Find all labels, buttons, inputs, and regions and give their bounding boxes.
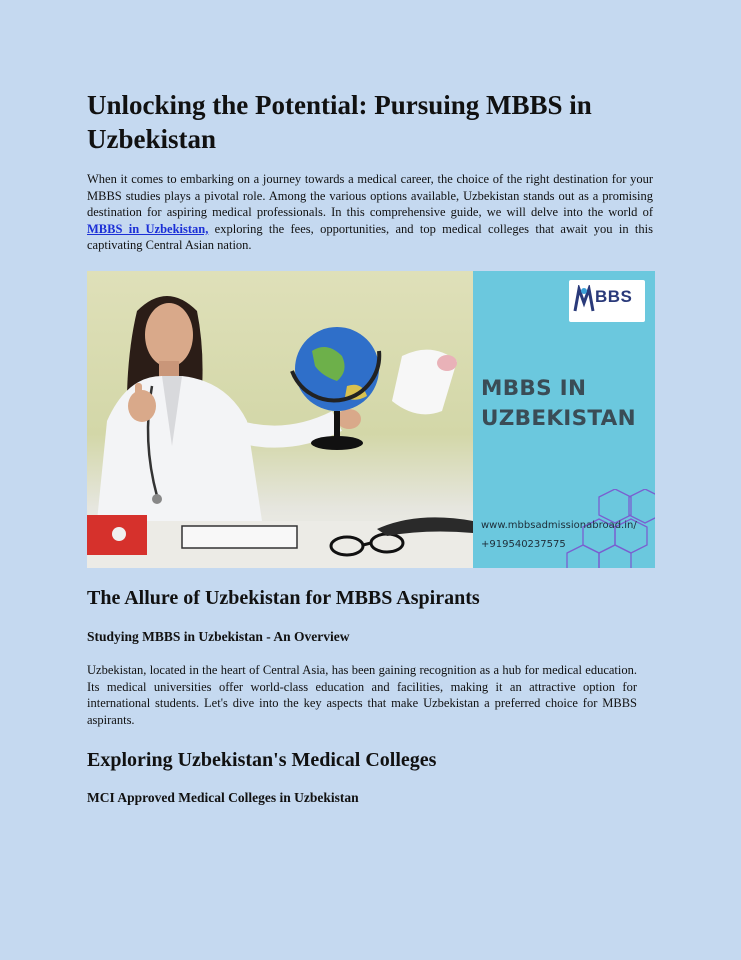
intro-text-end: exploring the fees, opportunities, and top medical colleges that await you in this captivating Central Asian nation.: [87, 221, 653, 253]
mbbs-uzbekistan-link[interactable]: MBBS in Uzbekistan,: [87, 221, 209, 236]
banner-title-line1: MBBS IN: [481, 376, 587, 401]
banner-website: www.mbbsadmissionabroad.in/: [481, 520, 637, 531]
mbbs-logo: [569, 280, 645, 322]
banner-title-line2: UZBEKISTAN: [481, 406, 636, 431]
hero-banner-image: [87, 271, 655, 568]
doctor-illustration: [87, 271, 473, 568]
page-title: Unlocking the Potential: Pursuing MBBS in Uzbekistan: [87, 90, 592, 154]
caduceus-icon: [573, 285, 595, 315]
doctor-with-globe-photo: [87, 271, 473, 568]
section-heading-allure: The Allure of Uzbekistan for MBBS Aspirants: [87, 587, 480, 609]
intro-paragraph: [87, 171, 653, 254]
banner-side-panel: [473, 271, 655, 568]
subheading-overview: Studying MBBS in Uzbekistan - An Overview: [87, 629, 350, 644]
logo-text: BBS: [595, 287, 633, 306]
banner-phone: +919540237575: [481, 539, 566, 550]
subheading-mci-colleges: MCI Approved Medical Colleges in Uzbekistan: [87, 790, 359, 805]
section-heading-colleges: Exploring Uzbekistan's Medical Colleges: [87, 749, 437, 771]
overview-paragraph: Uzbekistan, located in the heart of Central Asia, has been gaining recognition as a hub for medical education. Its medical universities offer world-class education and facilities, making it an attractive option for international students. Let's dive into the key aspects that make Uzbekistan a preferred choice for MBBS aspirants.: [87, 663, 637, 727]
banner-title: [481, 374, 655, 434]
intro-text-start: When it comes to embarking on a journey towards a medical career, the choice of the right destination for your MBBS studies plays a pivotal role. Among the various options available, Uzbekistan stands out as a promising destination for aspiring medical professionals. In this comprehensive guide, we will delve into the world of: [87, 172, 653, 220]
